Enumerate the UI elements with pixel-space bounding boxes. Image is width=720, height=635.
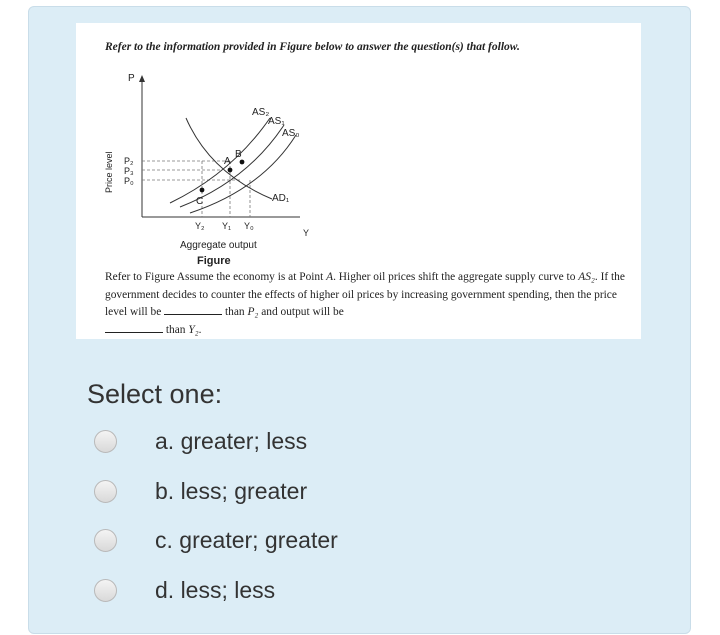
question-box	[76, 23, 641, 339]
point-c-label: C	[196, 196, 204, 207]
option-c-radio[interactable]	[94, 529, 117, 552]
x-axis-label: Aggregate output	[180, 240, 257, 251]
y-tick-p3: P₃	[124, 166, 134, 176]
question-text	[105, 269, 640, 339]
point-a-label: A	[224, 156, 231, 167]
option-d-label[interactable]: d. less; less	[155, 577, 276, 603]
x-tick-y0: Y₀	[244, 221, 254, 231]
question-part4: than	[222, 306, 248, 318]
question-p2: P₂	[247, 306, 259, 318]
x-tick-y1: Y₁	[222, 221, 232, 231]
question-part3: . If the government decides to counter the effects of higher oil prices by increasing government spending, then the price level will be	[105, 271, 625, 318]
question-card	[28, 6, 691, 634]
y-tick-p2: P₂	[124, 156, 134, 166]
question-part2: . Higher oil prices shift the aggregate supply curve to	[333, 271, 579, 283]
x-axis-name: Y	[303, 228, 310, 238]
ad1-label: AD₁	[272, 193, 290, 204]
intro-text: Refer to the information provided in Figure below to answer the question(s) that follow.	[105, 41, 520, 53]
y-axis-label: Price level	[104, 151, 114, 193]
ad-as-figure	[82, 63, 312, 268]
x-tick-y2: Y₂	[195, 221, 205, 231]
option-b[interactable]	[94, 478, 307, 505]
figure-caption: Figure	[197, 255, 231, 267]
as1-label: AS₁	[268, 116, 285, 127]
question-part6: than	[163, 323, 189, 336]
y-axis-arrow	[139, 75, 145, 82]
question-part5: and output will be	[258, 306, 344, 318]
option-d[interactable]	[94, 577, 275, 604]
as2-label: AS₂	[252, 107, 270, 118]
point-b-label: B	[235, 149, 242, 160]
y-axis-name: P	[128, 73, 135, 84]
question-point-a: A	[326, 271, 334, 283]
question-y2: Y₂	[188, 323, 199, 336]
option-b-label[interactable]: b. less; greater	[155, 478, 308, 504]
answer-blank-2	[105, 331, 163, 333]
option-b-radio[interactable]	[94, 480, 117, 503]
point-b	[240, 160, 245, 165]
option-d-radio[interactable]	[94, 579, 117, 602]
option-c[interactable]	[94, 527, 338, 554]
question-as2: AS₂	[578, 271, 595, 283]
option-a-radio[interactable]	[94, 430, 117, 453]
y-tick-p0: P₀	[124, 176, 134, 186]
as0-label: AS₀	[282, 128, 300, 139]
option-a-label[interactable]: a. greater; less	[155, 428, 308, 454]
question-part7: .	[198, 323, 202, 336]
option-a[interactable]	[94, 428, 307, 455]
option-c-label[interactable]: c. greater; greater	[155, 527, 338, 553]
select-one-label: Select one:	[87, 379, 223, 409]
answer-blank-1	[164, 313, 222, 315]
point-c	[200, 188, 205, 193]
point-a	[228, 168, 233, 173]
question-part1: Refer to Figure Assume the economy is at Point	[105, 271, 327, 283]
